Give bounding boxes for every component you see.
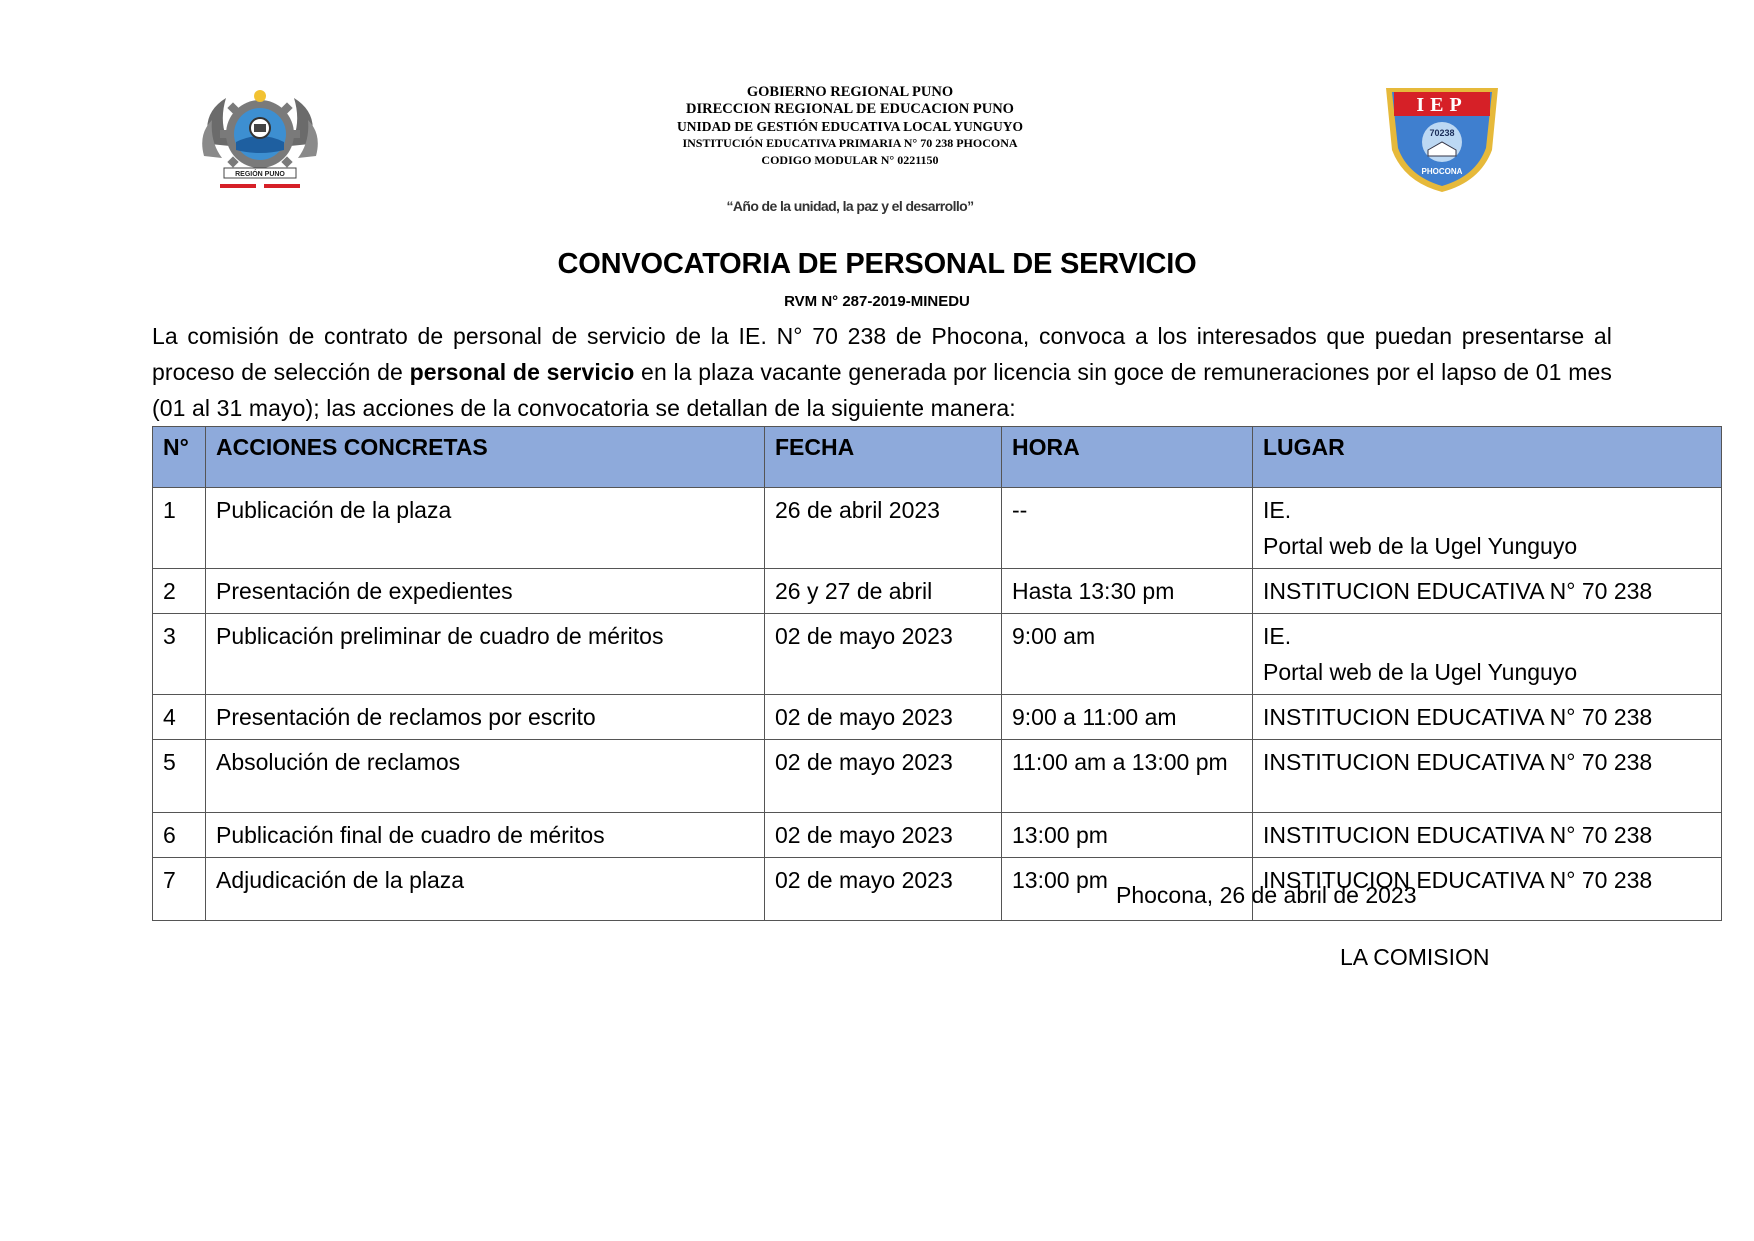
cell-time: 13:00 pm <box>1002 813 1253 858</box>
table-row <box>153 488 1722 569</box>
cell-date: 26 de abril 2023 <box>765 488 1002 569</box>
intro-text-part2: en la plaza vacante generada por licencia sin goce de remuneraciones por el lapso de 01 mes (01 al 31 mayo); las acciones de la convocatoria se detallan de la siguiente manera: <box>152 359 1612 421</box>
column-header-time: HORA <box>1002 427 1253 488</box>
table-header-row <box>153 427 1722 488</box>
cell-date: 02 de mayo 2023 <box>765 740 1002 813</box>
cell-time: Hasta 13:30 pm <box>1002 569 1253 614</box>
document-title: CONVOCATORIA DE PERSONAL DE SERVICIO <box>557 248 1197 280</box>
column-header-date: FECHA <box>765 427 1002 488</box>
iep-phocona-logo <box>1380 80 1504 196</box>
document-subtitle: RVM N° 287-2019-MINEDU <box>784 293 970 310</box>
cell-time: 13:00 pm <box>1002 858 1253 921</box>
column-header-actions: ACCIONES CONCRETAS <box>206 427 765 488</box>
cell-action: Publicación preliminar de cuadro de méritos <box>206 614 765 695</box>
intro-text-bold: personal de servicio <box>409 359 635 385</box>
header-line-government: GOBIERNO REGIONAL PUNO <box>746 84 954 100</box>
cell-time: 9:00 a 11:00 am <box>1002 695 1253 740</box>
table-row <box>153 614 1722 695</box>
institution-header <box>590 84 1110 169</box>
cell-number: 6 <box>153 813 206 858</box>
table-row <box>153 569 1722 614</box>
signature-commission: LA COMISION <box>1340 944 1490 970</box>
cell-place-line1: IE. <box>1263 497 1292 523</box>
cell-place-line1: IE. <box>1263 623 1292 649</box>
cell-action: Publicación final de cuadro de méritos <box>206 813 765 858</box>
intro-paragraph <box>152 318 1612 426</box>
schedule-table <box>152 426 1722 921</box>
intro-text-part1: La comisión de contrato de personal de servicio de la IE. N° 70 238 de Phocona, convoca a los interesados que puedan presentarse al proceso de selección de <box>152 323 1612 385</box>
region-puno-logo <box>196 84 324 196</box>
header-line-modular-code: CODIGO MODULAR N° 0221150 <box>761 153 939 167</box>
header-line-ugel: UNIDAD DE GESTIÓN EDUCATIVA LOCAL YUNGUYO <box>677 119 1023 134</box>
cell-place-line2: Portal web de la Ugel Yunguyo <box>1263 533 1578 559</box>
table-row <box>153 740 1722 813</box>
table-row <box>153 695 1722 740</box>
iep-logo-number: 70238 <box>1429 128 1455 138</box>
cell-number: 7 <box>153 858 206 921</box>
cell-place <box>1253 488 1722 569</box>
region-puno-caption: REGIÓN PUNO <box>235 171 285 178</box>
cell-number: 3 <box>153 614 206 695</box>
cell-action: Presentación de reclamos por escrito <box>206 695 765 740</box>
year-motto: “Año de la unidad, la paz y el desarrollo” <box>726 198 974 214</box>
cell-number: 4 <box>153 695 206 740</box>
cell-number: 1 <box>153 488 206 569</box>
cell-time: 9:00 am <box>1002 614 1253 695</box>
cell-date: 02 de mayo 2023 <box>765 614 1002 695</box>
iep-logo-caption: PHOCONA <box>1421 167 1463 176</box>
cell-action: Adjudicación de la plaza <box>206 858 765 921</box>
cell-place <box>1253 614 1722 695</box>
header-line-direction: DIRECCION REGIONAL DE EDUCACION PUNO <box>686 101 1014 117</box>
cell-place: INSTITUCION EDUCATIVA N° 70 238 <box>1253 695 1722 740</box>
column-header-place: LUGAR <box>1253 427 1722 488</box>
iep-logo-letters: IEP <box>1416 94 1468 116</box>
header-line-institution: INSTITUCIÓN EDUCATIVA PRIMARIA N° 70 238 PHOCONA <box>682 136 1018 150</box>
cell-date: 02 de mayo 2023 <box>765 813 1002 858</box>
cell-date: 02 de mayo 2023 <box>765 695 1002 740</box>
table-row <box>153 858 1722 921</box>
cell-number: 2 <box>153 569 206 614</box>
cell-place-line2: Portal web de la Ugel Yunguyo <box>1263 659 1578 685</box>
cell-action: Absolución de reclamos <box>206 740 765 813</box>
cell-action: Publicación de la plaza <box>206 488 765 569</box>
cell-place: INSTITUCION EDUCATIVA N° 70 238 <box>1253 569 1722 614</box>
cell-number: 5 <box>153 740 206 813</box>
cell-time: -- <box>1002 488 1253 569</box>
column-header-number: N° <box>153 427 206 488</box>
cell-place: INSTITUCION EDUCATIVA N° 70 238 <box>1253 740 1722 813</box>
cell-action: Presentación de expedientes <box>206 569 765 614</box>
cell-time: 11:00 am a 13:00 pm <box>1002 740 1253 813</box>
cell-date: 02 de mayo 2023 <box>765 858 1002 921</box>
cell-place: INSTITUCION EDUCATIVA N° 70 238 <box>1253 858 1722 921</box>
cell-date: 26 y 27 de abril <box>765 569 1002 614</box>
place-and-date: Phocona, 26 de abril de 2023 <box>1116 882 1417 908</box>
cell-place: INSTITUCION EDUCATIVA N° 70 238 <box>1253 813 1722 858</box>
table-row <box>153 813 1722 858</box>
